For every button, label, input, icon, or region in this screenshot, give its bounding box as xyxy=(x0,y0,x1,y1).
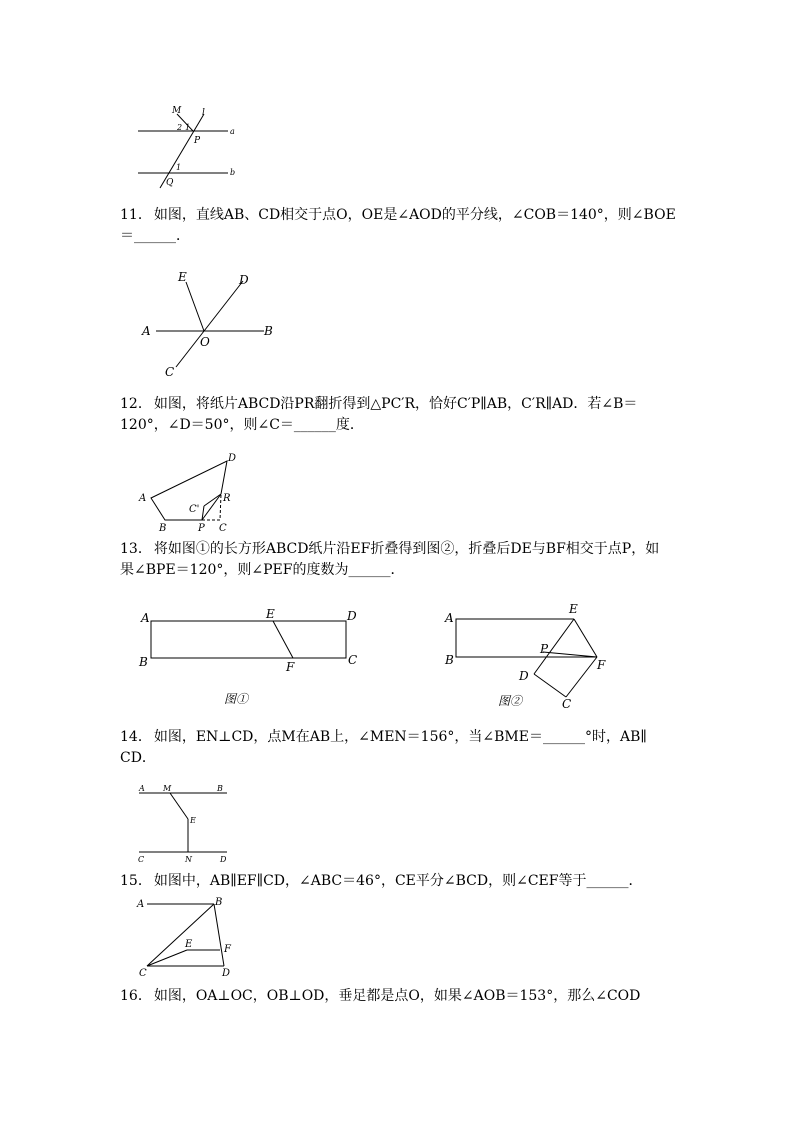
label-angle1-top: 1 xyxy=(185,123,191,132)
label-N: N xyxy=(185,855,192,864)
question-14 xyxy=(120,727,680,769)
question-text: 如图中，AB∥EF∥CD，∠ABC＝46°，CE平分∠BCD，则∠CEF等于______． xyxy=(153,873,643,889)
label-B: B xyxy=(139,655,148,669)
question-text: 如图，EN⊥CD，点M在AB上，∠MEN＝156°，当∠BME＝______°时，AB∥ xyxy=(153,729,647,745)
line-CD xyxy=(176,281,243,367)
question-13 xyxy=(120,539,680,581)
question-text-line2: ＝______． xyxy=(120,228,190,244)
label-F: F xyxy=(286,660,295,674)
question-12 xyxy=(120,394,680,436)
label-C: C xyxy=(139,968,147,979)
question-text-line2: 120°，∠D＝50°，则∠C＝______度． xyxy=(120,417,364,433)
segment-PF xyxy=(543,652,597,657)
question-text: 如图，将纸片ABCD沿PR翻折得到△PC′R，恰好C′P∥AB，C′R∥AD．若∠B＝ xyxy=(153,396,638,412)
label-A: A xyxy=(137,899,145,910)
label-C: C xyxy=(165,365,175,379)
label-Q: Q xyxy=(166,178,174,188)
label-M: M xyxy=(163,784,172,793)
label-C: C xyxy=(138,855,145,864)
question-16 xyxy=(120,986,680,1007)
label-angle2: 2 xyxy=(177,123,183,132)
segment-CpR xyxy=(204,494,221,506)
label-B: B xyxy=(215,897,223,908)
label-l: l xyxy=(202,108,205,118)
label-A: A xyxy=(141,611,150,625)
question-number: 12． xyxy=(120,396,152,412)
question-text: 如图，直线AB、CD相交于点O，OE是∠AOD的平分线，∠COB＝140°，则∠BOE xyxy=(153,207,676,223)
fold-line-EF xyxy=(273,621,293,658)
shape-ABFE xyxy=(456,619,597,657)
rectangle-ABCD xyxy=(151,621,346,658)
segment-CF xyxy=(566,657,597,697)
label-A: A xyxy=(139,493,147,504)
figure-q13-1 xyxy=(135,600,370,710)
label-Cprime: C' xyxy=(189,504,200,515)
question-number: 11． xyxy=(120,207,152,223)
figure-q10 xyxy=(130,100,250,195)
segment-DC xyxy=(534,674,566,697)
label-E: E xyxy=(190,816,196,825)
figure-q14 xyxy=(135,780,235,868)
label-B: B xyxy=(159,523,167,534)
question-text: 将如图①的长方形ABCD纸片沿EF折叠得到图②，折叠后DE与BF相交于点P，如 xyxy=(153,541,660,557)
label-R: R xyxy=(223,493,231,504)
segment-CE xyxy=(147,950,187,966)
label-C: C xyxy=(562,697,572,711)
label-D: D xyxy=(220,855,227,864)
label-E: E xyxy=(569,602,578,616)
label-F: F xyxy=(224,944,231,955)
caption-fig2: 图② xyxy=(498,694,523,708)
label-B: B xyxy=(217,784,223,793)
label-D: D xyxy=(519,669,529,683)
question-number: 13． xyxy=(120,541,152,557)
label-B: B xyxy=(445,653,454,667)
question-11 xyxy=(120,205,680,247)
segment-ME xyxy=(170,793,188,819)
label-E: E xyxy=(185,939,193,950)
label-P: P xyxy=(198,523,205,534)
question-text-line2: 果∠BPE＝120°，则∠PEF的度数为______． xyxy=(120,562,405,578)
figure-q15 xyxy=(135,894,245,982)
label-E: E xyxy=(178,270,187,284)
question-text-line2: CD． xyxy=(120,750,156,766)
label-angle1-bottom: 1 xyxy=(176,163,182,172)
caption-fig1: 图① xyxy=(224,692,249,706)
label-B: B xyxy=(264,324,273,338)
figure-q12 xyxy=(135,448,245,536)
segment-BD xyxy=(214,904,224,966)
label-M: M xyxy=(172,106,182,116)
question-text: 如图，OA⊥OC，OB⊥OD，垂足都是点O，如果∠AOB＝153°，那么∠COD xyxy=(153,988,641,1004)
figure-q13-2 xyxy=(440,600,620,715)
label-P: P xyxy=(540,642,549,656)
segment-EF xyxy=(574,619,597,657)
label-C: C xyxy=(219,523,227,534)
label-E: E xyxy=(266,607,275,621)
label-D: D xyxy=(347,609,357,623)
label-D: D xyxy=(228,453,237,464)
ray-OE xyxy=(186,282,204,331)
question-number: 14． xyxy=(120,729,152,745)
label-A: A xyxy=(139,784,145,793)
question-number: 16． xyxy=(120,988,152,1004)
segment-RP xyxy=(202,494,221,520)
label-P: P xyxy=(194,136,201,146)
label-A: A xyxy=(445,611,454,625)
segment-BC xyxy=(147,904,214,966)
label-A: A xyxy=(142,324,151,338)
label-F: F xyxy=(597,658,606,672)
label-C: C xyxy=(348,653,358,667)
figure-q11 xyxy=(140,268,285,380)
question-number: 15． xyxy=(120,873,152,889)
label-a: a xyxy=(230,127,235,136)
question-15 xyxy=(120,871,680,892)
label-O: O xyxy=(200,335,210,349)
label-D: D xyxy=(222,968,231,979)
label-b: b xyxy=(230,168,236,177)
label-D: D xyxy=(239,273,249,287)
